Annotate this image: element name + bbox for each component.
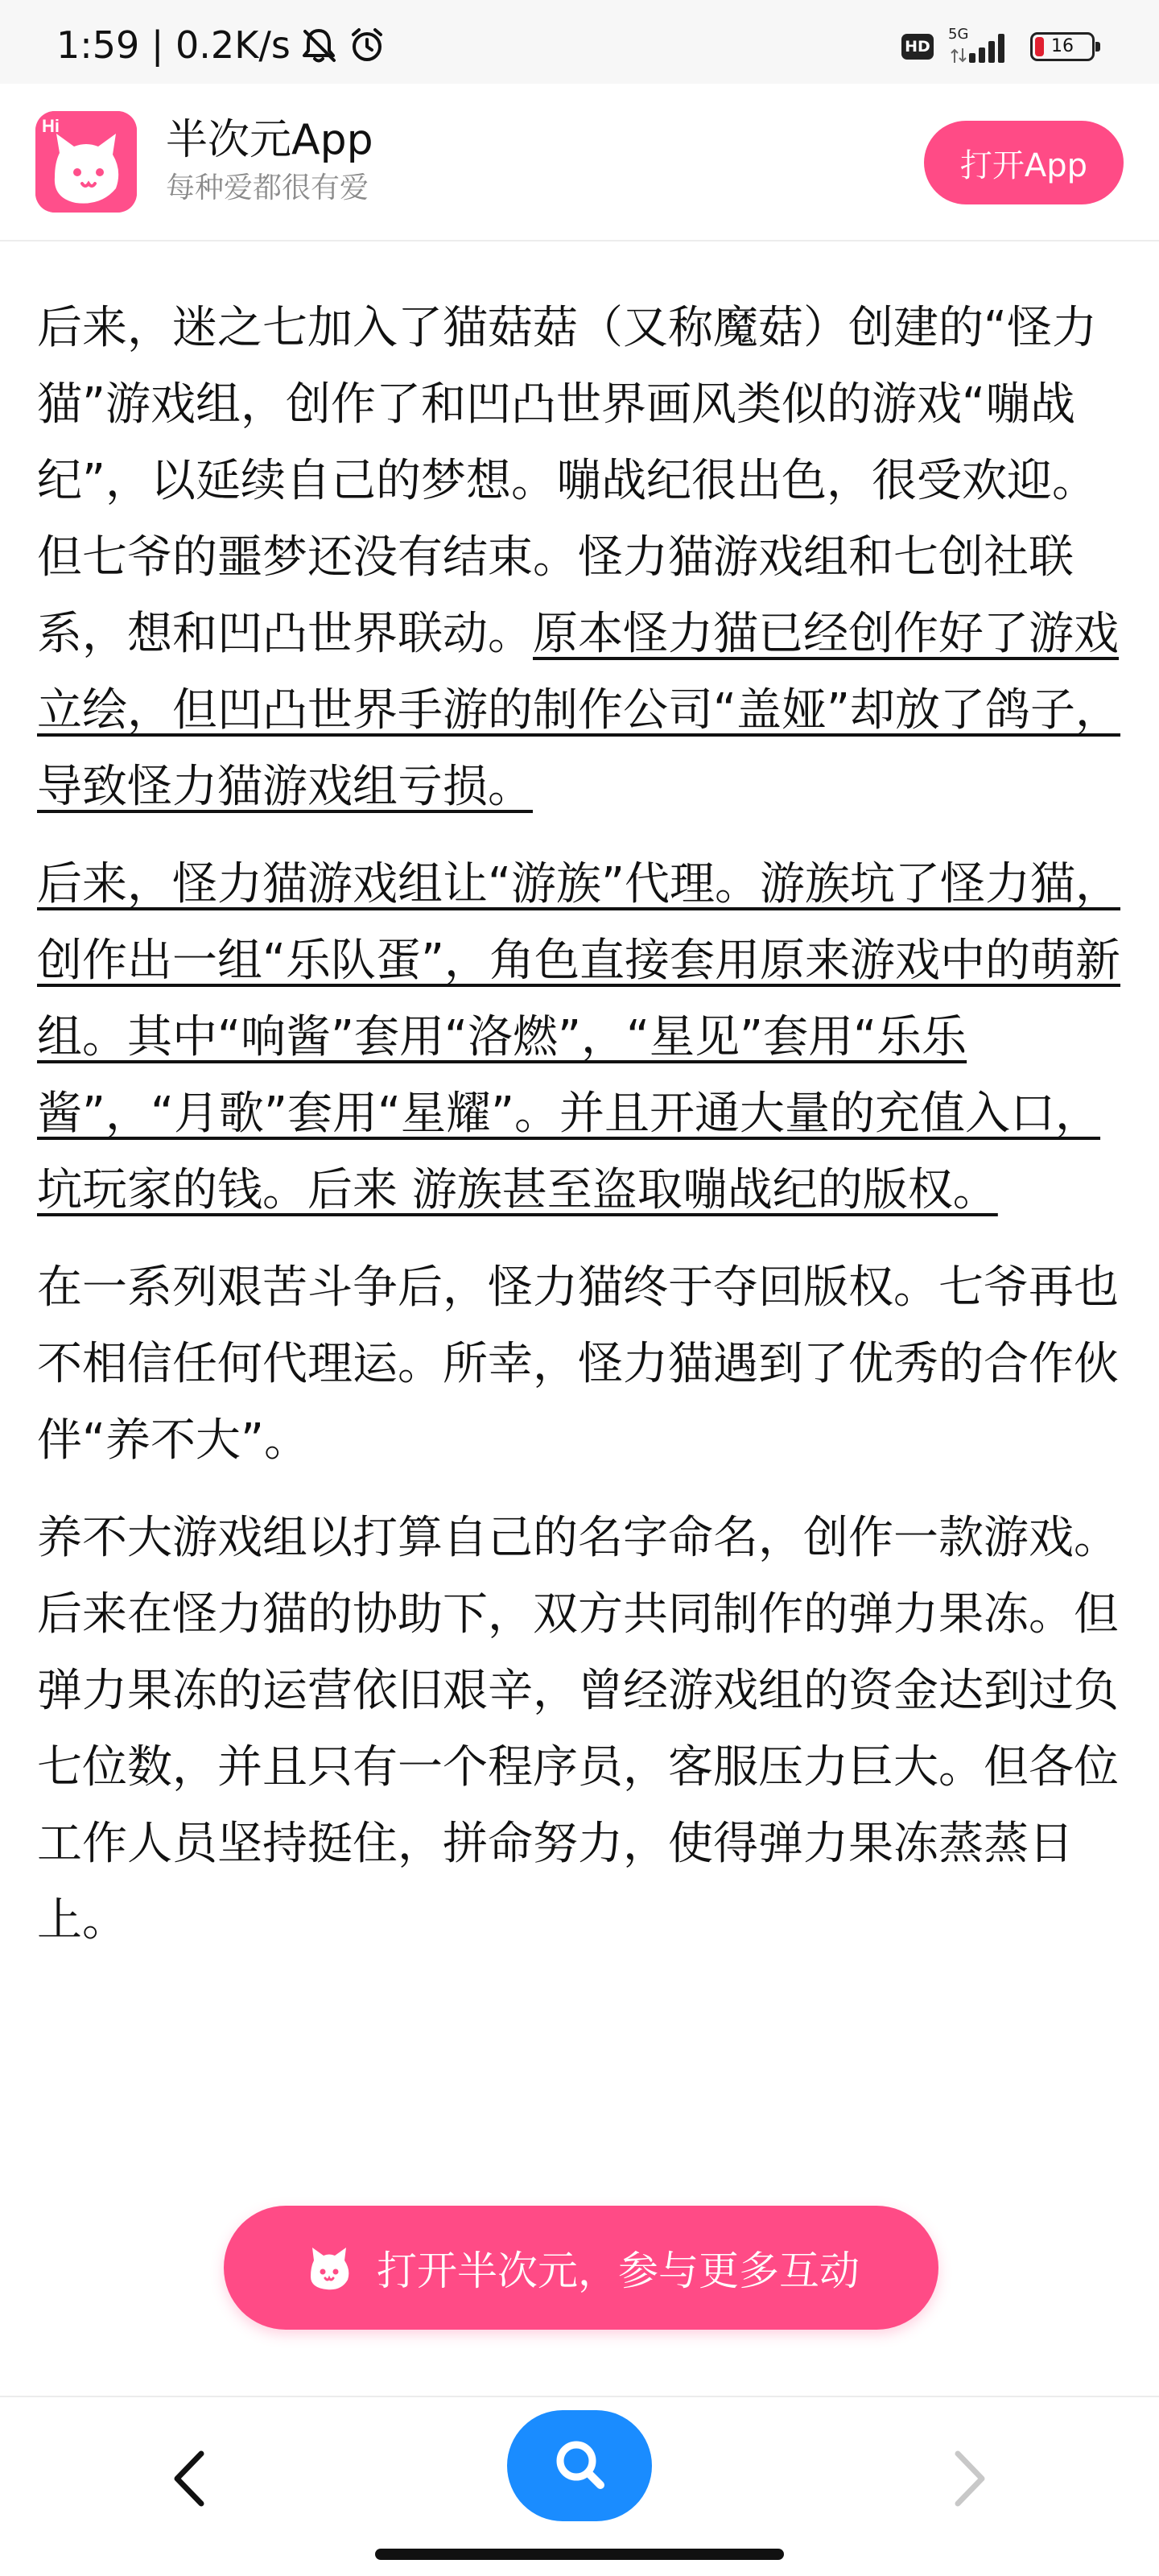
paragraph-2-underlined: 后来，怪力猫游戏组让“游族”代理。游族坑了怪力猫，创作出一组“乐队蛋”，角色直接套用原来游戏中的萌新组。其中“响酱”套用“洛燃”，“星见”套用“乐乐酱”，“月歌”套用“星耀”。并且开通大量的充值入口，坑玩家的钱。后来 游族甚至盗取嘣战纪的版权。 xyxy=(37,858,1121,1216)
search-icon xyxy=(547,2432,612,2500)
article-body xyxy=(37,290,1127,1979)
status-time-speed: 1:59 | 0.2K/s xyxy=(56,23,291,67)
cat-logo-icon xyxy=(303,2241,356,2294)
article-paragraph-3 xyxy=(37,1249,1127,1479)
forward-button[interactable] xyxy=(942,2442,998,2515)
signal-icon xyxy=(948,26,1016,64)
paragraph-3-text: 在一系列艰苦斗争后，怪力猫终于夺回版权。七爷再也不相信任何代理运。所幸，怪力猫遇到了优秀的合作伙伴“养不大”。 xyxy=(37,1261,1119,1467)
paragraph-4-text: 养不大游戏组以打算自己的名字命名，创作一款游戏。后来在怪力猫的协助下，双方共同制作的弹力果冻。但弹力果冻的运营依旧艰辛，曾经游戏组的资金达到过负七位数，并且只有一个程序员，客服压力巨大。但各位工作人员坚持挺住，拼命努力，使得弹力果冻蒸蒸日上。 xyxy=(37,1512,1119,1946)
chevron-left-icon xyxy=(161,2503,217,2518)
paragraph-1-underlined: 原本怪力猫已经创作好了游戏立绘，但凹凸世界手游的制作公司“盖娅”却放了鸽子，导致怪力猫游戏组亏损。 xyxy=(37,608,1121,813)
app-slogan: 每种爱都很有爱 xyxy=(166,171,369,204)
home-indicator[interactable] xyxy=(375,2549,784,2560)
alarm-icon xyxy=(347,25,387,65)
network-label: 5G xyxy=(948,26,969,43)
article-paragraph-2 xyxy=(37,846,1127,1228)
status-right xyxy=(901,26,1095,64)
open-app-button[interactable]: 打开App xyxy=(924,121,1124,204)
paragraph-1-text: 后来，迷之七加入了猫菇菇（又称魔菇）创建的“怪力猫”游戏组，创作了和凹凸世界画风类似的游戏“嘣战纪”，以延续自己的梦想。嘣战纪很出色，很受欢迎。但七爷的噩梦还没有结束。怪力猫游戏组和七创社联系，想和凹凸世界联动。 xyxy=(37,302,1098,660)
hd-badge: HD xyxy=(901,34,934,60)
back-button[interactable] xyxy=(161,2442,217,2515)
app-logo[interactable] xyxy=(35,111,137,213)
open-banciyuan-cta-button[interactable] xyxy=(224,2206,938,2330)
mute-icon xyxy=(299,25,339,65)
status-bar xyxy=(0,0,1159,84)
article-paragraph-1 xyxy=(37,290,1127,825)
article-paragraph-4 xyxy=(37,1500,1127,1959)
app-name: 半次元App xyxy=(166,116,373,164)
battery-cap xyxy=(1095,42,1100,52)
battery-icon xyxy=(1030,32,1095,61)
logo-text: Hi xyxy=(42,116,60,136)
bottom-navigation xyxy=(0,2396,1159,2576)
battery-level: 16 xyxy=(1051,36,1074,56)
app-download-banner xyxy=(0,84,1159,242)
chevron-right-icon xyxy=(942,2503,998,2518)
status-left xyxy=(56,23,387,68)
search-button[interactable] xyxy=(507,2410,652,2521)
cta-label: 打开半次元，参与更多互动 xyxy=(377,2248,860,2294)
